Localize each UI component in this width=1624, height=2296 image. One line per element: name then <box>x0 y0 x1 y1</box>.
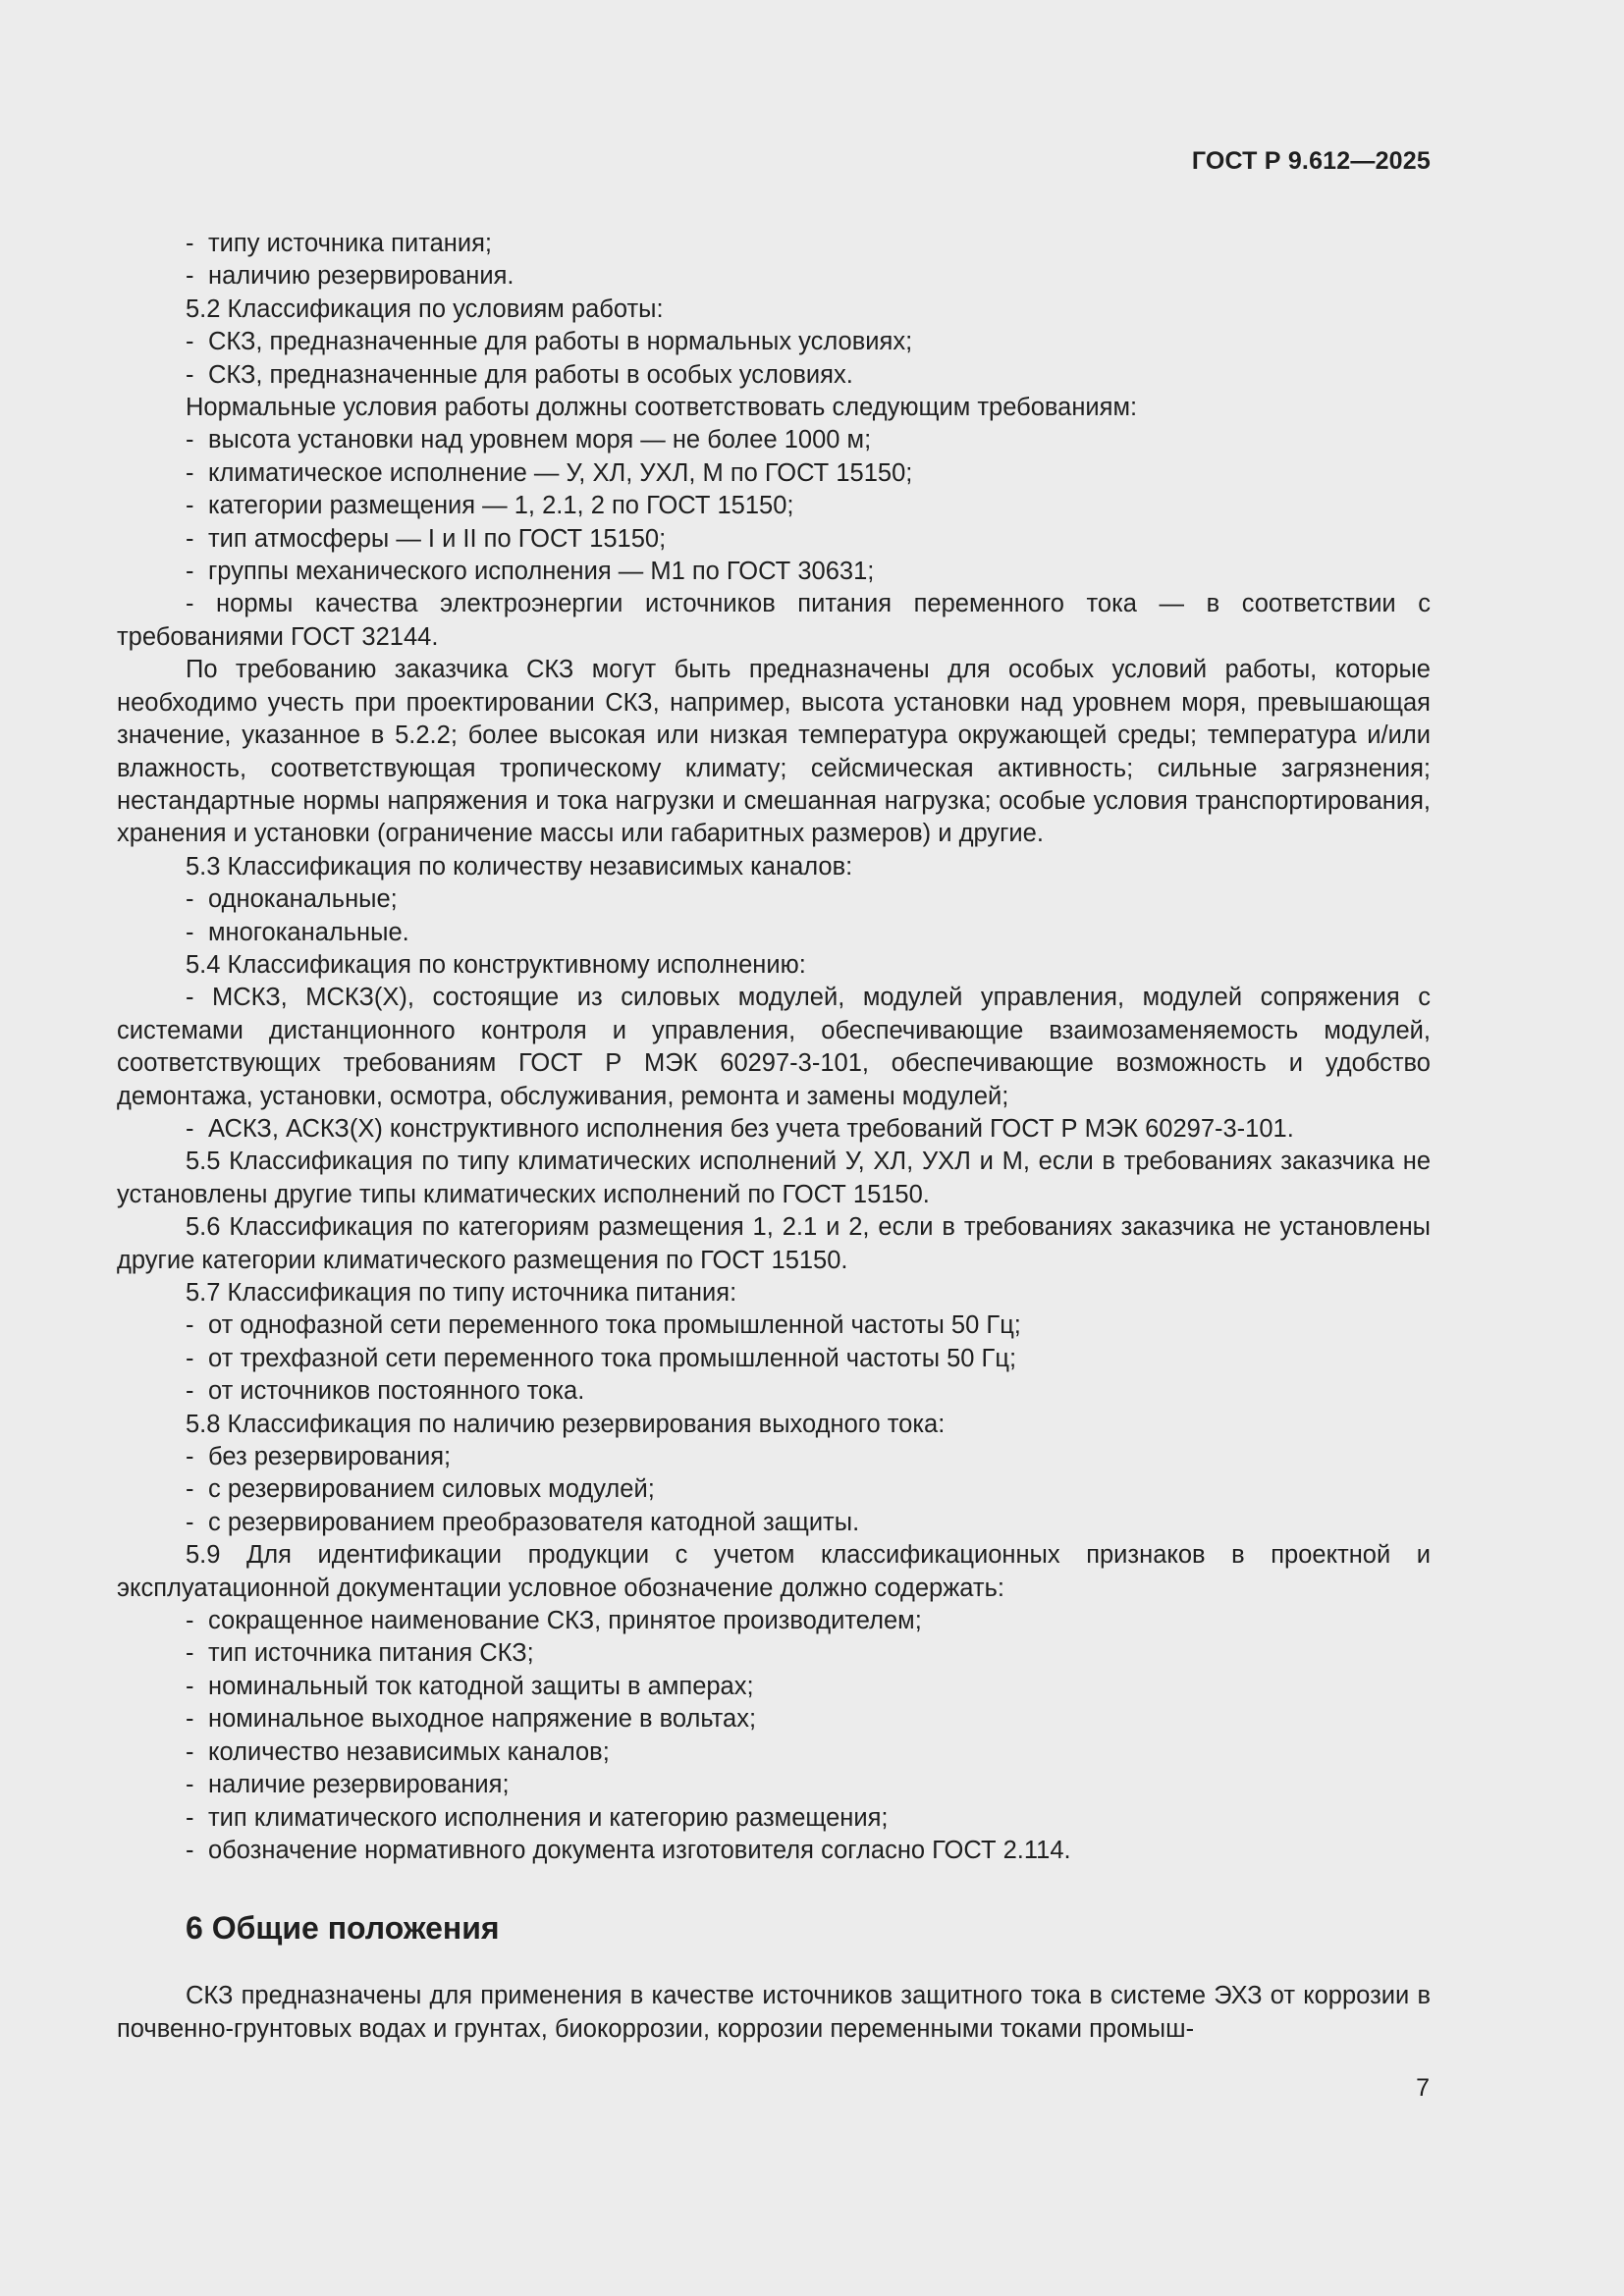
list-item: - обозначение нормативного документа изготовителя согласно ГОСТ 2.114. <box>186 1836 1071 1864</box>
clause: 5.6 Классификация по категориям размещения 1, 2.1 и 2, если в требованиях заказчика не установлены другие категории климатического размещения по ГОСТ 15150. <box>117 1213 1431 1274</box>
list-item: - типу источника питания; <box>186 230 493 257</box>
list-item: - наличию резервирования. <box>186 262 514 291</box>
list-item: - без резервирования; <box>186 1443 452 1471</box>
paragraph: Нормальные условия работы должны соответствовать следующим требованиям: <box>186 394 1138 422</box>
paragraph: По требованию заказчика СКЗ могут быть предназначены для особых условий работы, которые необходимо учесть при проектировании СКЗ, например, высота установки над уровнем моря, превышающая значение, указанное в 5.2.2; более высокая или низкая температура окружающей среды; температура и/или влажность, соответствующая тропическому климату; сейсмическая активность; сильные загрязнения; нестандартные нормы напряжения и тока нагрузки и смешанная нагрузка; особые условия транспортирования, хранения и установки (ограничение массы или габаритных размеров) и другие. <box>117 656 1431 848</box>
list-item: - наличие резервирования; <box>186 1771 510 1799</box>
list-item: - от трехфазной сети переменного тока промышленной частоты 50 Гц; <box>186 1344 1017 1372</box>
list-item: - тип атмосферы — I и II по ГОСТ 15150; <box>186 524 667 553</box>
paragraph: СКЗ предназначены для применения в качестве источников защитного тока в системе ЭХЗ от коррозии в почвенно-грунтовых водах и грунтах, биокоррозии, коррозии переменными токами промыш- <box>117 1982 1431 2043</box>
list-item: - тип климатического исполнения и категорию размещения; <box>186 1803 889 1832</box>
list-item: - с резервированием силовых модулей; <box>186 1475 655 1504</box>
list-item: - СКЗ, предназначенные для работы в нормальных условиях; <box>186 328 913 356</box>
clause-heading: 5.4 Классификация по конструктивному исполнению: <box>186 950 806 979</box>
clause-heading: 5.8 Классификация по наличию резервирования выходного тока: <box>186 1410 946 1438</box>
list-item-wrapped: - нормы качества электроэнергии источников питания переменного тока — в соответствии с требованиями ГОСТ 32144. <box>117 590 1431 651</box>
list-item: - от источников постоянного тока. <box>186 1377 585 1406</box>
list-item: - АСКЗ, АСКЗ(Х) конструктивного исполнения без учета требований ГОСТ Р МЭК 60297-3-101. <box>186 1114 1294 1143</box>
list-item: - группы механического исполнения — М1 по ГОСТ 30631; <box>186 558 875 586</box>
list-item: - номинальный ток катодной защиты в амперах; <box>186 1672 754 1700</box>
list-item: - количество независимых каналов; <box>186 1737 610 1766</box>
list-item: - многоканальные. <box>186 918 409 946</box>
list-item: - одноканальные; <box>186 885 398 914</box>
document-code: ГОСТ Р 9.612—2025 <box>1191 147 1431 175</box>
list-item: - от однофазной сети переменного тока промышленной частоты 50 Гц; <box>186 1311 1021 1340</box>
list-item: - номинальное выходное напряжение в вольтах; <box>186 1705 757 1734</box>
page-body <box>117 228 1431 2046</box>
clause-heading: 5.7 Классификация по типу источника питания: <box>186 1279 737 1307</box>
list-item: - категории размещения — 1, 2.1, 2 по ГОСТ 15150; <box>186 492 794 520</box>
list-item: - СКЗ, предназначенные для работы в особых условиях. <box>186 360 853 389</box>
clause-heading: 5.2 Классификация по условиям работы: <box>186 294 664 323</box>
clause-heading: 5.3 Классификация по количеству независимых каналов: <box>186 852 853 881</box>
list-item: - климатическое исполнение — У, ХЛ, УХЛ, М по ГОСТ 15150; <box>186 458 913 487</box>
list-item: - сокращенное наименование СКЗ, принятое производителем; <box>186 1607 922 1635</box>
list-item: - высота установки над уровнем моря — не более 1000 м; <box>186 426 872 454</box>
list-item: - с резервированием преобразователя катодной защиты. <box>186 1508 860 1536</box>
list-item: - тип источника питания СКЗ; <box>186 1639 534 1668</box>
list-item-wrapped: - МСКЗ, МСКЗ(Х), состоящие из силовых модулей, модулей управления, модулей сопряжения с системами дистанционного контроля и управления, обеспечивающие взаимозаменяемость модулей, соответствующих требованиям ГОСТ Р МЭК 60297-3-101, обеспечивающие возможность и удобство демонтажа, установки, осмотра, обслуживания, ремонта и замены модулей; <box>117 984 1431 1110</box>
page-number: 7 <box>1416 2074 1430 2102</box>
clause: 5.5 Классификация по типу климатических исполнений У, ХЛ, УХЛ и М, если в требованиях заказчика не установлены другие типы климатических исполнений по ГОСТ 15150. <box>117 1148 1431 1208</box>
section-title: 6 Общие положения <box>186 1910 500 1947</box>
clause: 5.9 Для идентификации продукции с учетом классификационных признаков в проектной и эксплуатационной документации условное обозначение должно содержать: <box>117 1541 1431 1602</box>
